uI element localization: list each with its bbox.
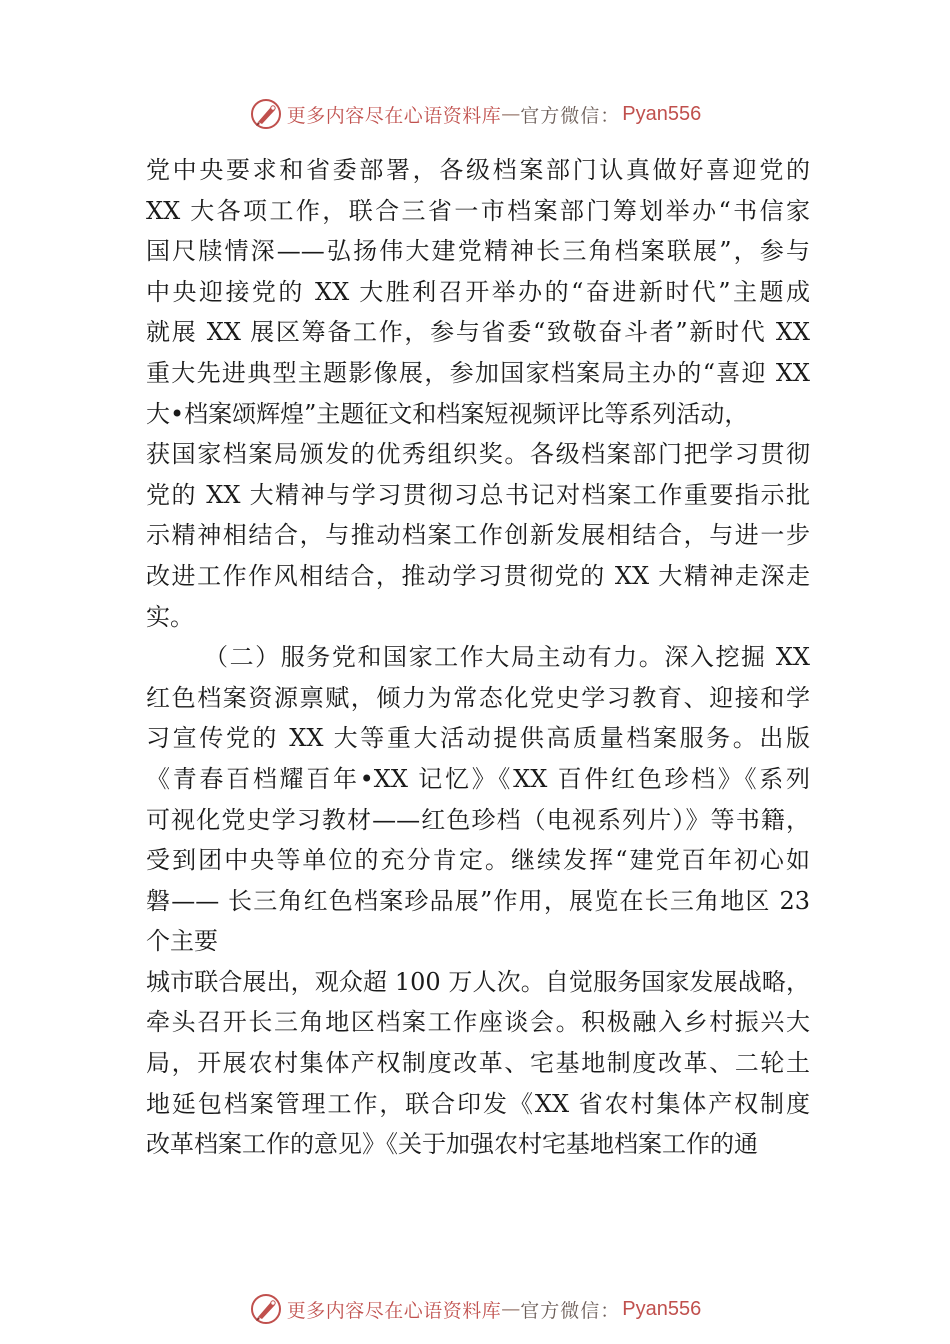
body-line: 受到团中央等单位的充分肯定。继续发挥“建党百年初心如 [146,846,810,875]
section-heading-line: （二）服务党和国家工作大局主动有力。深入挖掘 XX [204,643,810,672]
body-line: 个主要 [146,927,218,956]
header-wechat-label: 官方微信： [520,104,621,127]
body-line: 党中央要求和省委部署，各级档案部门认真做好喜迎党的 [146,156,810,184]
header-dash: — [501,103,521,125]
body-line: 党的 XX 大精神与学习贯彻习总书记对档案工作重要指示批 [146,480,810,509]
footer-banner [0,1289,950,1329]
body-line: 局，开展农村集体产权制度改革、宅基地制度改革、二轮土 [146,1049,810,1078]
body-line: 改进工作作风相结合，推动学习贯彻党的 XX 大精神走深走 [146,561,810,590]
body-line: 可视化党史学习教材——红色珍档（电视系列片）》等书籍， [146,805,810,834]
body-line: 城市联合展出，观众超 100 万人次。自觉服务国家发展战略， [146,967,810,996]
body-line: 中央迎接党的 XX 大胜利召开举办的“奋进新时代”主题成 [146,277,810,306]
body-line: 磐—— 长三角红色档案珍品展”作用，展览在长三角地区 23 [146,886,810,915]
body-line: 《青春百档耀百年•XX 记忆》《XX 百件红色珍档》《系列 [146,764,810,793]
document-body [146,150,810,1165]
footer-dash: — [501,1298,521,1320]
body-line: 改革档案工作的意见》《关于加强农村宅基地档案工作的通 [146,1130,758,1159]
body-line: 习宣传党的 XX 大等重大活动提供高质量档案服务。出版 [146,724,810,753]
footer-wechat-id: Pyan556 [622,1297,702,1320]
body-line: 国尺牍情深——弘扬伟大建党精神长三角档案联展”，参与 [146,237,810,266]
body-line: 示精神相结合，与推动档案工作创新发展相结合，与进一步 [146,521,810,550]
pen-nib-logo-icon [249,1292,283,1326]
header-banner [0,94,950,134]
body-line: 大•档案颂辉煌”主题征文和档案短视频评比等系列活动， [146,399,749,428]
header-site-text: 更多内容尽在心语资料库 [286,104,502,127]
header-wechat-id: Pyan556 [622,102,702,125]
body-line: 地延包档案管理工作，联合印发《XX 省农村集体产权制度 [146,1089,810,1118]
body-line: 重大先进典型主题影像展，参加国家档案局主办的“喜迎 XX [146,358,810,387]
body-line: 获国家档案局颁发的优秀组织奖。各级档案部门把学习贯彻 [146,440,810,469]
footer-wechat-label: 官方微信： [520,1299,621,1322]
body-line: 牵头召开长三角地区档案工作座谈会。积极融入乡村振兴大 [146,1008,810,1037]
body-line: XX 大各项工作，联合三省一市档案部门筹划举办“书信家 [146,196,810,225]
pen-nib-logo-icon [249,97,283,131]
body-line: 红色档案资源禀赋，倾力为常态化党史学习教育、迎接和学 [146,683,810,712]
footer-site-text: 更多内容尽在心语资料库 [286,1299,502,1322]
body-line: 实。 [146,602,194,631]
body-line: 就展 XX 展区筹备工作，参与省委“致敬奋斗者”新时代 XX [146,318,810,347]
